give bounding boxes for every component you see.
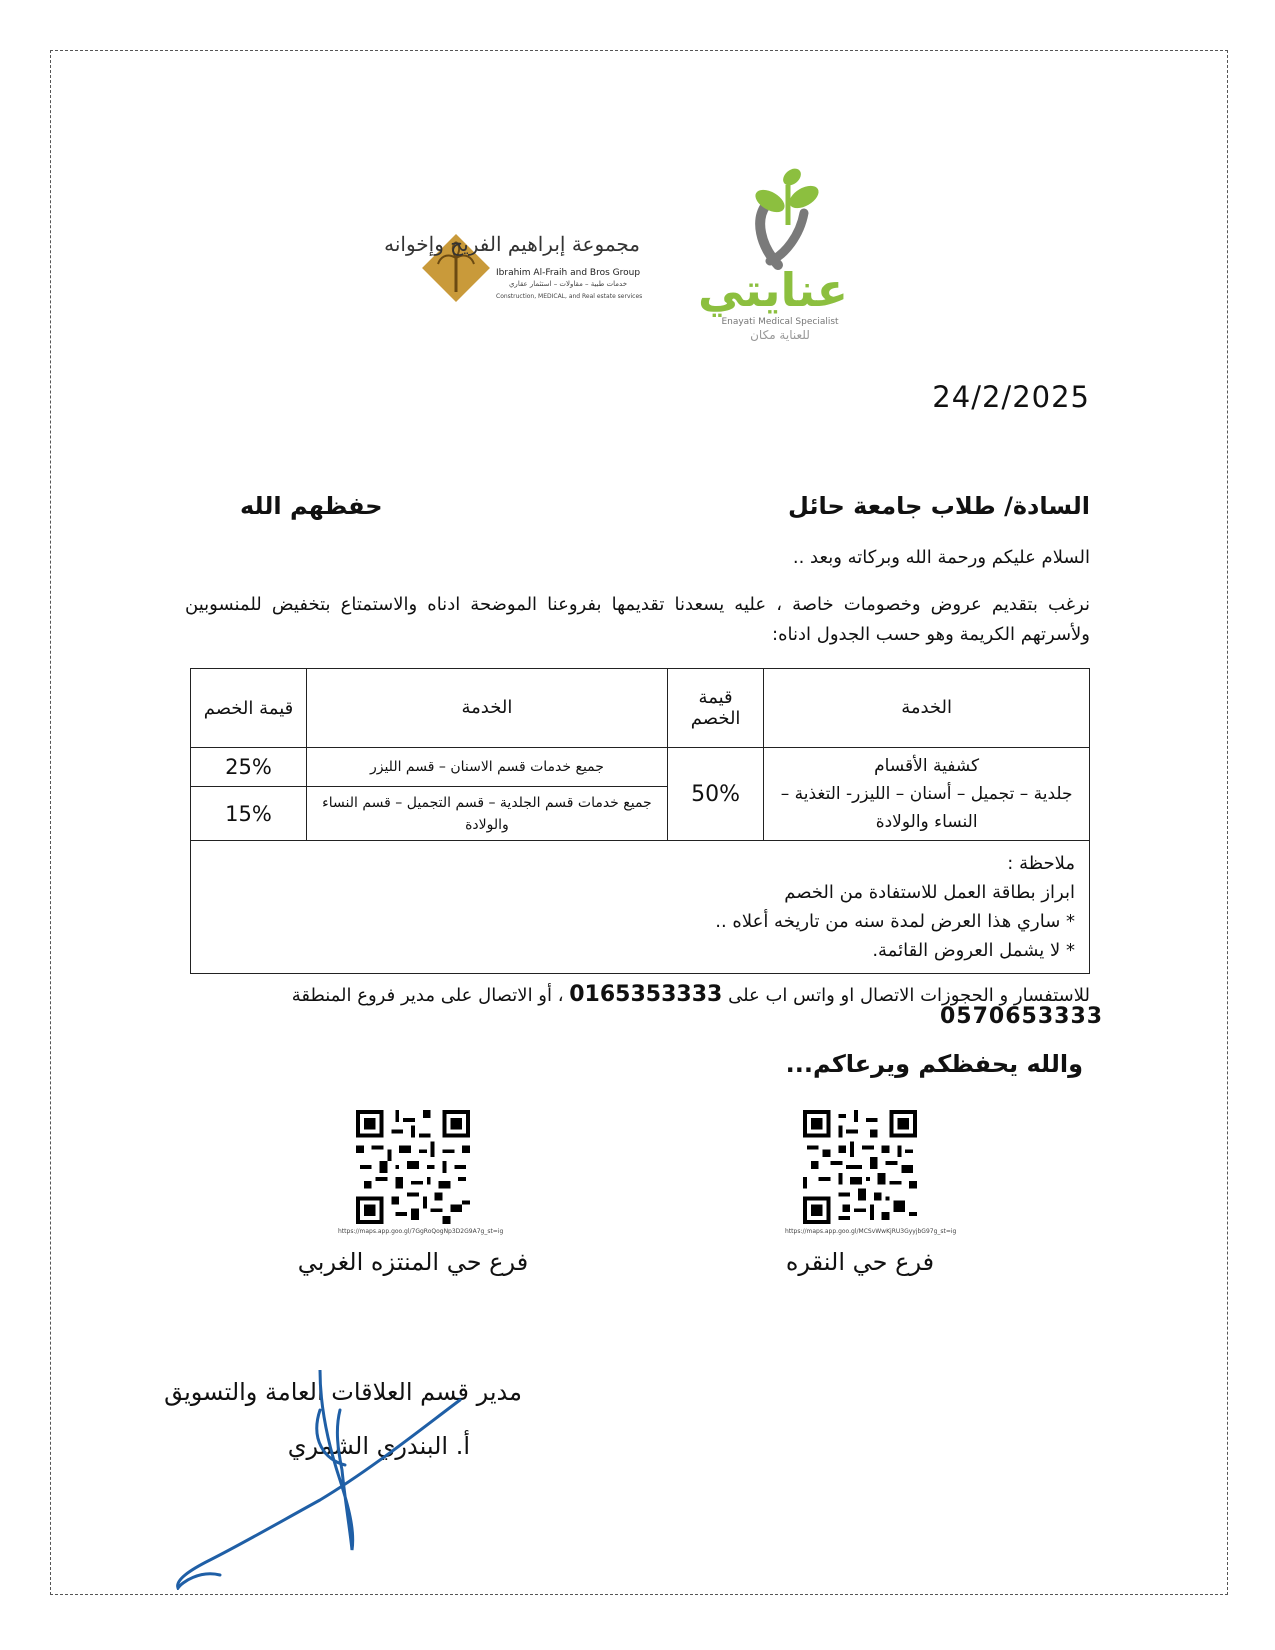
note-item: ابراز بطاقة العمل للاستفادة من الخصم <box>784 882 1075 903</box>
note-item: * لا يشمل العروض القائمة. <box>872 940 1075 961</box>
greeting: السلام عليكم ورحمة الله وبركاته وبعد .. <box>792 547 1090 568</box>
header-service-right: الخدمة <box>764 669 1090 748</box>
closing-line: والله يحفظكم ويرعاكم... <box>785 1050 1083 1078</box>
enayati-logo <box>697 165 860 342</box>
enayati-slogan: للعناية مكان <box>750 328 810 342</box>
service-cell: جميع خدمات قسم الجلدية – قسم التجميل – قسم النساء والولادة <box>306 787 667 841</box>
table-header-row <box>191 669 1090 748</box>
branch-label: فرع حي المنتزه الغربي <box>297 1248 529 1276</box>
contact-prefix: للاستفسار و الحجوزات الاتصال او واتس اب على <box>728 985 1090 1006</box>
group-name-en: Ibrahim Al-Fraih and Bros Group <box>496 268 641 278</box>
group-name-ar: مجموعة إبراهيم الفريح وإخوانه <box>384 232 640 256</box>
qr-url: https://maps.app.goo.gl/7GgRoQogNp3D2G9A7g_st=ig <box>338 1228 504 1235</box>
intro-paragraph: نرغب بتقديم عروض وخصومات خاصة ، عليه يسعدنا تقديمها بفروعنا الموضحة ادناه والاستمتاع بتخفيض للمنسوبين ولأسرتهم الكريمة وهو حسب الجدول ادناه: <box>185 594 1090 645</box>
qr-code-icon[interactable] <box>803 1110 917 1224</box>
phone-main[interactable]: 0165353333 <box>569 982 723 1007</box>
signature-scribble <box>170 1370 490 1590</box>
consultation-service-cell <box>764 748 1090 841</box>
consultation-title: كشفية الأقسام <box>874 756 980 776</box>
group-logo <box>384 228 643 308</box>
consultation-discount: 50% <box>667 748 763 841</box>
header-discount-left: قيمة الخصم <box>191 669 307 748</box>
contact-suffix: ، أو الاتصال على مدير فروع المنطقة <box>291 985 564 1006</box>
offers-table <box>190 668 1090 974</box>
consultation-departments: جلدية – تجميل – أسنان – الليزر- التغذية – النساء والولادة <box>780 784 1073 832</box>
header-service-left: الخدمة <box>306 669 667 748</box>
signatory-name: أ. البندري الشمري <box>287 1432 470 1460</box>
addressee: السادة/ طلاب جامعة حائل <box>788 492 1090 520</box>
group-services-ar: خدمات طبية – مقاولات – استثمار عقاري <box>508 280 628 288</box>
note-item: * ساري هذا العرض لمدة سنه من تاريخه أعلاه .. <box>715 911 1075 932</box>
notes-title: ملاحظة : <box>1007 853 1075 874</box>
qr-code-icon[interactable] <box>356 1110 470 1224</box>
signatory-title: مدير قسم العلاقات العامة والتسويق <box>164 1378 522 1406</box>
qr-url: https://maps.app.goo.gl/MCSvWwKjRU3GyyjbG97g_st=ig <box>785 1228 957 1235</box>
service-cell: جميع خدمات قسم الاسنان – قسم الليزر <box>306 748 667 787</box>
phone-manager[interactable]: 0570653333 <box>940 1004 1104 1029</box>
enayati-name-en: Enayati Medical Specialist <box>721 317 839 327</box>
discount-cell: 15% <box>191 787 307 841</box>
header-discount-right: قيمة الخصم <box>667 669 763 748</box>
branch-label: فرع حي النقره <box>785 1248 935 1276</box>
enayati-name-ar: عنايتي <box>697 263 848 317</box>
discount-cell: 25% <box>191 748 307 787</box>
notes-row <box>191 841 1090 974</box>
table-row <box>191 748 1090 787</box>
group-services-en: Construction, MEDICAL, and Real estate services <box>496 293 643 300</box>
addressee-suffix: حفظهم الله <box>240 492 383 520</box>
notes-cell <box>191 841 1090 974</box>
letter-date: 24/2/2025 <box>932 380 1090 414</box>
enayati-emblem-icon <box>700 165 860 275</box>
